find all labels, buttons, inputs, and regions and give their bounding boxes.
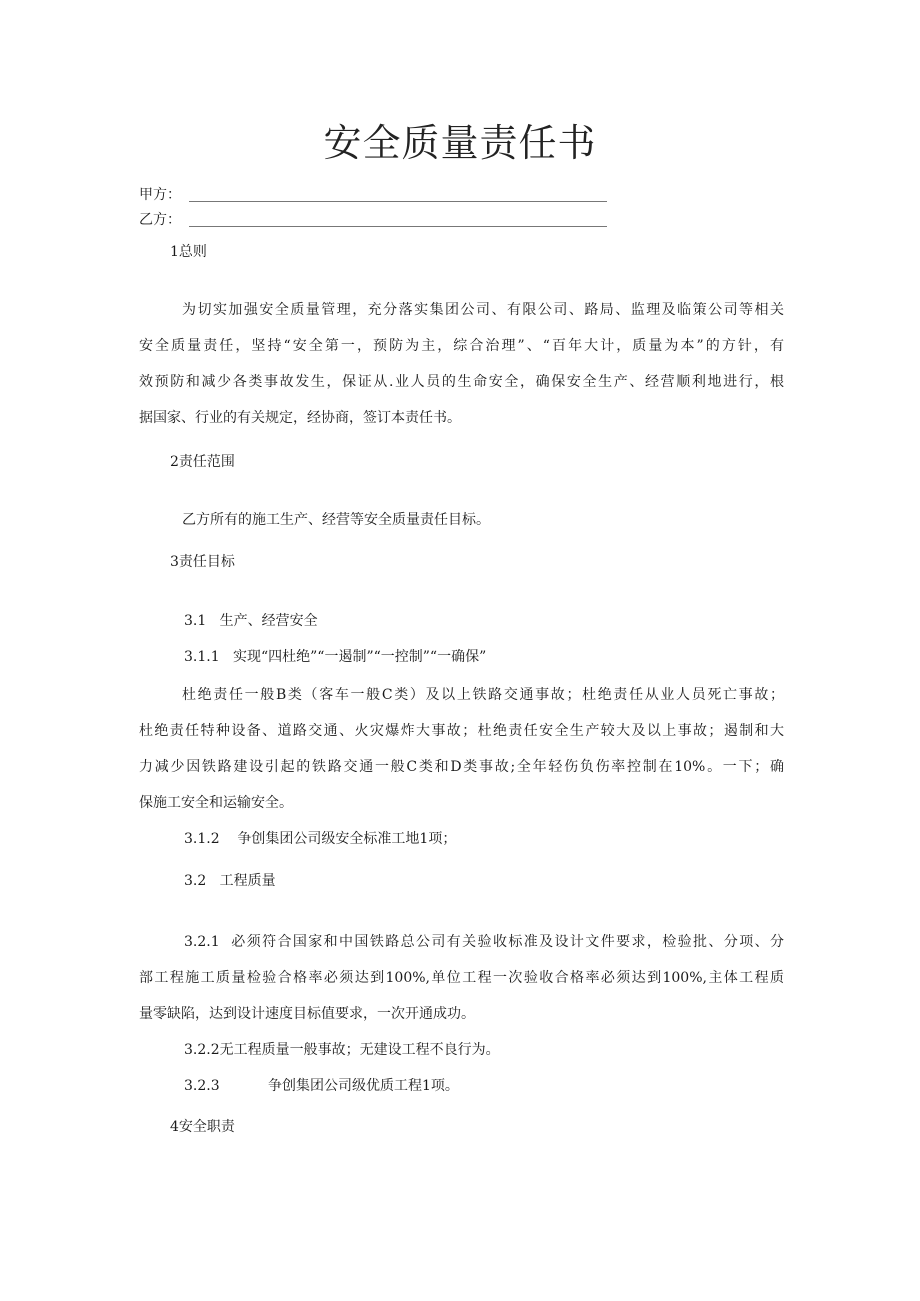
party-a-blank-line <box>189 201 607 202</box>
party-a-label: 甲方： <box>139 187 181 203</box>
paragraph-line: 效预防和减少各类事故发生，保证从.业人员的生命安全，确保安全生产、经营顺利地进行，根 <box>139 374 784 390</box>
section-3-1-2-item: 3.1.2 争创集团公司级安全标准工地1项； <box>184 831 457 847</box>
section-3-2-heading: 3.2 工程质量 <box>184 873 276 889</box>
section-3-2-2-item: 3.2.2无工程质量一般事故；无建设工程不良行为。 <box>184 1042 500 1058</box>
paragraph-line: 量零缺陷，达到设计速度目标值要求，一次开通成功。 <box>139 1006 475 1022</box>
section-1-paragraph <box>139 292 784 436</box>
paragraph-line: 部工程施工质量检验合格率必须达到100%,单位工程一次验收合格率必须达到100%,主体工程质 <box>139 970 784 986</box>
section-3-heading: 3责任目标 <box>170 554 235 570</box>
paragraph-line: 3.2.1 必须符合国家和中国铁路总公司有关验收标准及设计文件要求，检验批、分项、分 <box>184 934 784 950</box>
section-3-1-1-heading: 3.1.1 实现“四杜绝”“一遏制”“一控制”“一确保” <box>184 649 487 665</box>
paragraph-line: 安全质量责任，坚持“安全第一，预防为主，综合治理”、“百年大计，质量为本”的方针，有 <box>139 338 784 354</box>
party-b-blank-line <box>189 226 607 227</box>
section-1-heading: 1总则 <box>170 244 207 260</box>
party-a-row <box>139 184 189 204</box>
paragraph-line: 杜绝责任特种设备、道路交通、火灾爆炸大事故；杜绝责任安全生产较大及以上事故；遏制和大 <box>139 723 784 739</box>
party-b-row <box>139 209 189 229</box>
paragraph-line: 据国家、行业的有关规定，经协商，签订本责任书。 <box>139 410 461 426</box>
paragraph-line: 为切实加强安全质量管理，充分落实集团公司、有限公司、路局、监理及临策公司等相关 <box>182 302 784 318</box>
section-3-1-heading: 3.1 生产、经营安全 <box>184 613 318 629</box>
paragraph-line: 杜绝责任一般B类（客车一般C类）及以上铁路交通事故；杜绝责任从业人员死亡事故； <box>182 687 784 703</box>
section-3-2-1-paragraph <box>139 924 784 1032</box>
section-4-heading: 4安全职责 <box>170 1119 235 1135</box>
paragraph-line: 力减少因铁路建设引起的铁路交通一般C类和D类事故;全年轻伤负伤率控制在10%。一下；确 <box>139 759 784 775</box>
section-3-1-1-paragraph <box>139 677 784 821</box>
section-3-2-3-text: 争创集团公司级优质工程1项。 <box>268 1078 459 1094</box>
paragraph-line: 保施工安全和运输安全。 <box>139 795 293 811</box>
document-title: 安全质量责任书 <box>323 121 597 165</box>
section-3-2-3-number: 3.2.3 <box>184 1078 220 1094</box>
section-2-heading: 2责任范围 <box>170 454 235 470</box>
party-b-label: 乙方： <box>139 212 181 228</box>
section-2-paragraph: 乙方所有的施工生产、经营等安全质量责任目标。 <box>182 512 490 528</box>
